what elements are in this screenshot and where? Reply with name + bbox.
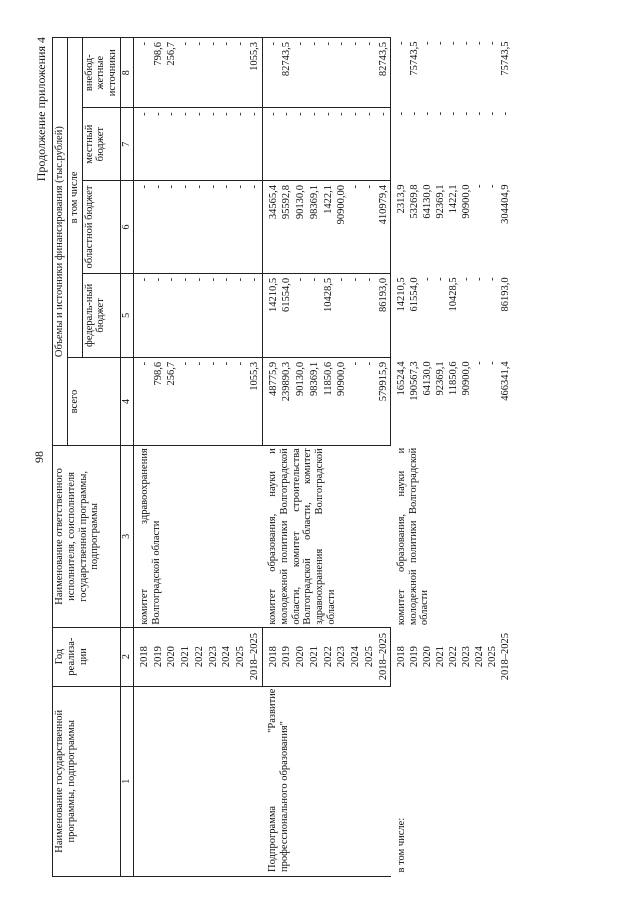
executor-name: комитет образования, науки и молодежной политики Волгоградской области [395,447,431,626]
regional-cell: 1422,1 [322,180,336,273]
year-cell: 2018–2025 [248,627,262,686]
local-cell: - [133,108,151,181]
regional-cell: - [363,180,377,273]
regional-cell: 90900,00 [335,180,349,273]
regional-cell: - [220,180,234,273]
extra-cell: - [322,38,336,108]
table-row [262,38,280,877]
local-cell: - [487,111,499,116]
header-regional: областной бюджет [82,180,120,273]
regional-cell: 34565,4 [262,180,280,273]
extra-cell: - [487,41,499,45]
local-cell: - [280,108,294,181]
federal-cell: - [152,273,166,357]
year-cell: 2022 [448,646,460,668]
federal-cell: - [179,273,193,357]
local-cell: - [500,111,512,116]
extra-cell: 75743,5 [500,41,512,76]
year-cell: 2019 [152,627,166,686]
regional-cell: 410979,4 [377,180,391,273]
year-cell: 2018–2025 [377,627,391,686]
year-cell: 2020 [294,627,308,686]
federal-cell: - [422,277,434,281]
rotated-content [28,37,620,877]
regional-cell: - [207,180,221,273]
total-cell: - [349,357,363,445]
header-year: Год реализа-ции [53,627,121,686]
total-cell: 48775,9 [262,357,280,445]
total-cell: 256,7 [165,357,179,445]
extra-cell: - [193,38,207,108]
regional-cell: - [193,180,207,273]
federal-cell: - [308,273,322,357]
year-cell: 2024 [474,646,486,668]
header-program: Наименование государственной программы, подпрограммы [53,686,121,876]
col-number: 3 [120,446,133,627]
total-cell: - [207,357,221,445]
federal-cell: 10428,5 [322,273,336,357]
federal-cell: 14210,5 [262,273,280,357]
federal-cell: - [193,273,207,357]
total-cell: 92369,1 [435,361,447,396]
program-name: Подпрограмма "Развитие профессионального образования" [262,686,391,876]
federal-cell: 86193,0 [500,277,512,312]
extra-cell: - [262,38,280,108]
total-cell: 190567,3 [409,361,421,401]
col-number: 1 [120,686,133,876]
federal-cell: - [294,273,308,357]
local-cell: - [335,108,349,181]
local-cell: - [349,108,363,181]
year-cell: 2020 [165,627,179,686]
regional-cell: - [133,180,151,273]
header-total: всего [67,357,120,445]
year-cell: 2022 [322,627,336,686]
regional-cell: 2313,9 [396,184,408,214]
extra-cell: - [294,38,308,108]
regional-cell: 92369,1 [435,184,447,219]
extra-cell: 82743,5 [377,38,391,108]
year-cell: 2025 [234,627,248,686]
total-cell: 98369,1 [308,357,322,445]
total-cell: 798,6 [152,357,166,445]
extra-cell: - [363,38,377,108]
local-cell: - [152,108,166,181]
federal-cell: - [461,277,473,281]
local-cell: - [363,108,377,181]
regional-cell: 304404,9 [500,184,512,224]
header-extra: внебюд-жетные источники [82,38,120,108]
federal-cell: - [248,273,262,357]
year-cell: 2021 [179,627,193,686]
regional-cell: - [165,180,179,273]
regional-cell: - [248,180,262,273]
regional-cell: 95592,8 [280,180,294,273]
program-name: в том числе: [395,817,407,873]
table-row [391,38,409,877]
total-cell: 16524,4 [396,361,408,396]
federal-cell: - [220,273,234,357]
extra-cell: - [422,41,434,45]
year-cell: 2018 [262,627,280,686]
extra-cell: - [448,41,460,45]
federal-cell: - [363,273,377,357]
col-number: 5 [120,273,133,357]
total-cell: 11850,6 [448,361,460,396]
local-cell: - [322,108,336,181]
total-cell: - [133,357,151,445]
total-cell: - [234,357,248,445]
total-cell: 90900,0 [335,357,349,445]
year-cell: 2021 [435,646,447,668]
extra-cell: - [133,38,151,108]
federal-cell: - [165,273,179,357]
federal-cell: - [207,273,221,357]
local-cell: - [474,111,486,116]
local-cell: - [377,108,391,181]
regional-cell: - [152,180,166,273]
year-cell: 2023 [207,627,221,686]
continuation-note: Продолжение приложения 4 [34,37,48,182]
extra-cell: - [474,41,486,45]
local-cell: - [422,111,434,116]
federal-cell: 61554,0 [280,273,294,357]
total-cell: - [487,361,499,365]
total-cell: 90900,0 [461,361,473,396]
federal-cell: - [335,273,349,357]
federal-cell: - [474,277,486,281]
year-cell: 2022 [193,627,207,686]
page-number: 98 [32,451,46,463]
extra-cell: - [396,41,408,45]
extra-cell: - [335,38,349,108]
year-cell: 2025 [487,646,499,668]
table-body [133,38,512,877]
extra-cell: - [308,38,322,108]
regional-cell: - [234,180,248,273]
extra-cell: - [179,38,193,108]
extra-cell: - [220,38,234,108]
total-cell: - [179,357,193,445]
year-cell: 2021 [308,627,322,686]
year-cell: 2023 [461,646,473,668]
regional-cell: 98369,1 [308,180,322,273]
total-cell: 64130,0 [422,361,434,396]
total-cell: - [363,357,377,445]
executor-name: комитет здравоохранения Волгоградской области [133,446,262,627]
regional-cell: - [349,180,363,273]
total-cell: 11850,6 [322,357,336,445]
header-local: местный бюджет [82,108,120,181]
local-cell: - [248,108,262,181]
extra-cell: - [207,38,221,108]
year-cell: 2024 [349,627,363,686]
header-volumes: Объемы и источники финансирования (тыс.рублей) [53,38,68,446]
local-cell: - [207,108,221,181]
local-cell: - [220,108,234,181]
header-executor: Наименование ответственного исполнителя, соисполнителя государственной программы, подпрограммы [53,446,121,627]
extra-cell: 256,7 [165,38,179,108]
regional-cell: - [487,184,499,188]
extra-cell: - [461,41,473,45]
total-cell: 239890,3 [280,357,294,445]
regional-cell: 64130,0 [422,184,434,219]
federal-cell: 61554,0 [409,277,421,312]
col-number: 8 [120,38,133,108]
year-cell: 2023 [335,627,349,686]
col-number: 2 [120,627,133,686]
table-row [133,38,151,877]
header-incl: в том числе [67,38,82,358]
year-cell: 2019 [280,627,294,686]
federal-cell: - [234,273,248,357]
program-name [133,686,262,876]
federal-cell: 10428,5 [448,277,460,312]
total-cell: 466341,4 [500,361,512,401]
extra-cell: - [234,38,248,108]
financing-table [52,37,512,877]
local-cell: - [409,111,421,116]
year-cell: 2024 [220,627,234,686]
regional-cell: 90900,0 [461,184,473,219]
federal-cell: 14210,5 [396,277,408,312]
year-cell: 2018 [396,646,408,668]
federal-cell: 86193,0 [377,273,391,357]
regional-cell: 1422,1 [448,184,460,214]
regional-cell: 90130,0 [294,180,308,273]
total-cell: - [193,357,207,445]
year-cell: 2018–2025 [500,632,512,681]
extra-cell: 1055,3 [248,38,262,108]
extra-cell: 75743,5 [409,41,421,76]
extra-cell: 82743,5 [280,38,294,108]
total-cell: 579915,9 [377,357,391,445]
total-cell: - [220,357,234,445]
local-cell: - [179,108,193,181]
federal-cell: - [435,277,447,281]
federal-cell: - [487,277,499,281]
col-number: 7 [120,108,133,181]
col-number: 4 [120,357,133,445]
local-cell: - [234,108,248,181]
regional-cell: - [179,180,193,273]
extra-cell: 798,6 [152,38,166,108]
table-header [53,38,134,877]
year-cell: 2025 [363,627,377,686]
year-cell: 2018 [133,627,151,686]
local-cell: - [461,111,473,116]
local-cell: - [435,111,447,116]
local-cell: - [308,108,322,181]
local-cell: - [396,111,408,116]
total-cell: 90130,0 [294,357,308,445]
federal-cell: - [133,273,151,357]
total-cell: - [474,361,486,365]
year-cell: 2019 [409,646,421,668]
local-cell: - [165,108,179,181]
federal-cell: - [349,273,363,357]
regional-cell: 53269,8 [409,184,421,219]
local-cell: - [294,108,308,181]
executor-name: комитет образования, науки и молодежной политики Волгоградской области, комитет строительства Волгоградской области, комитет здравоохранения Волгоградской области [262,446,391,627]
total-cell: 1055,3 [248,357,262,445]
regional-cell: - [474,184,486,188]
local-cell: - [193,108,207,181]
extra-cell: - [435,41,447,45]
extra-cell: - [349,38,363,108]
year-cell: 2020 [422,646,434,668]
col-number: 6 [120,180,133,273]
header-federal: федераль-ный бюджет [82,273,120,357]
local-cell: - [262,108,280,181]
local-cell: - [448,111,460,116]
